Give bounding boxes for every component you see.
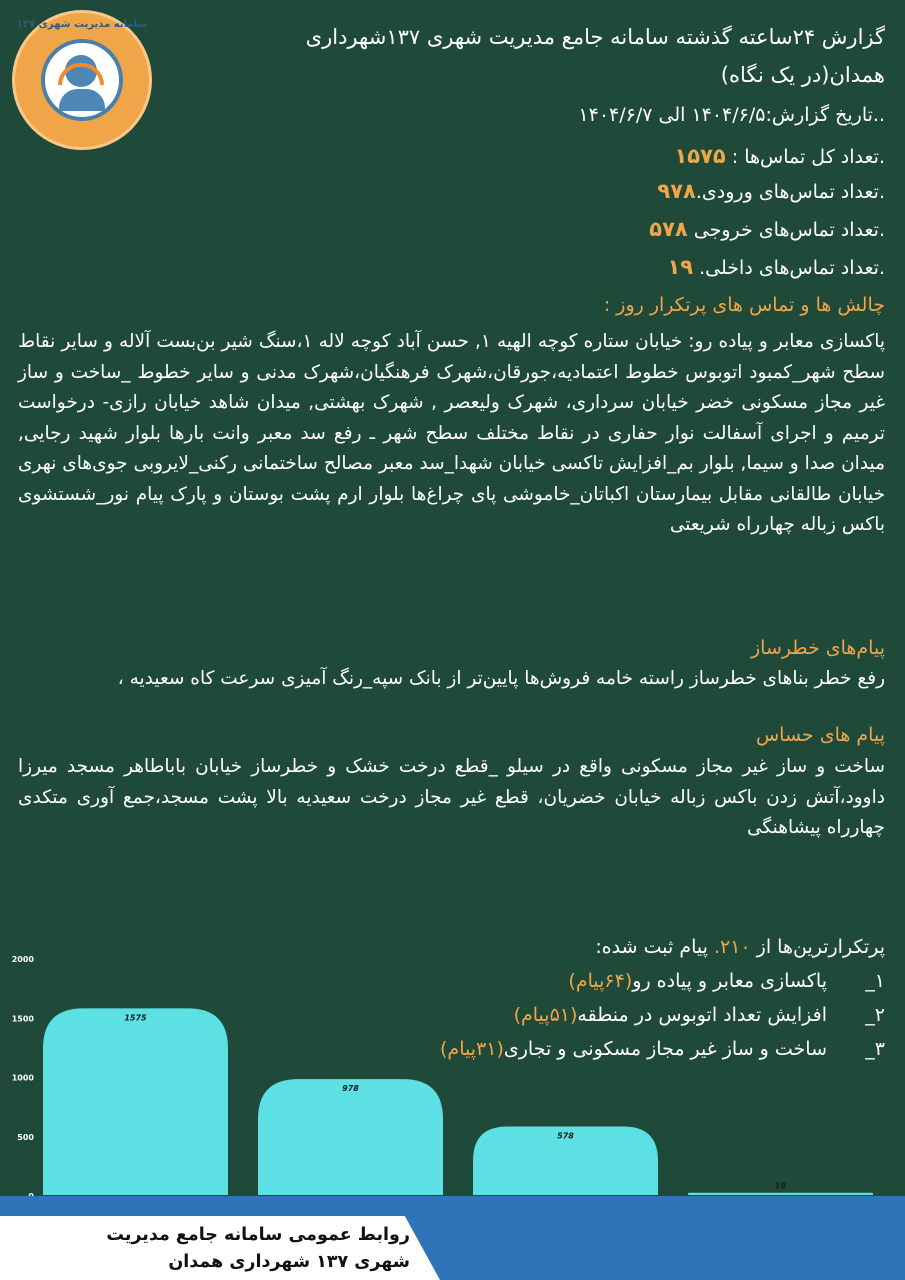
incoming-calls-label: .تعداد تماس‌های ورودی.: [695, 181, 885, 203]
y-tick-label: 1500: [11, 1014, 34, 1024]
footer-band: [0, 1196, 905, 1216]
top-item: [465, 998, 885, 1032]
challenges-body: پاکسازی معابر و پیاده رو: خیابان ستاره کوچه الهیه ۱, حسن آباد کوچه لاله ۱،سنگ شیر بن‌بست آلاله و سایر نقاط سطح شهر_کمبود اتوبوس خطوط اعتمادیه،جورقان،شهرک فرهنگیان،شهرک مدنی و سایر خطوط _ساخت و ساز غیر مجاز مسکونی خضر خیابان سرداری، شهرک ولیعصر , شهرک بهشتی, میدان شاهد خیابان رازی- درخواست ترمیم و اجرای آسفالت نوار حفاری در نقاط مختلف سطح شهر ـ رفع سد معبر وانت بارها بلوار شهید رجایی, میدان صدا و سیما, بلوار بم_افزایش تاکسی خیابان شهدا_سد معبر مصالح ساختمانی رکنی_لایروبی جوی‌های نهری خیابان طالقانی مقابل بیمارستان اکباتان_خاموشی پای چراغ‌ها بلوار ارم پشت بوستان و پارک پیام نور_شستشوی باکس زباله چهارراه شریعتی: [18, 331, 886, 535]
outgoing-calls-value: ۵۷۸: [649, 217, 688, 241]
top-list-intro: [465, 930, 885, 964]
logo-ring-text: سامانه مدیریت شهری ۱۳۷: [16, 19, 148, 30]
dangerous-title: پیام‌های خطرساز: [751, 637, 885, 659]
y-tick-label: 2000: [11, 955, 34, 964]
bar: [43, 1008, 228, 1195]
bar-value-label: 1575: [124, 1013, 147, 1023]
logo: [12, 10, 152, 150]
outgoing-calls-label: .تعداد تماس‌های خروجی: [693, 219, 885, 241]
bar: [688, 1193, 873, 1195]
incoming-calls: [657, 174, 885, 209]
top-list: [440, 930, 885, 1066]
footer-line-1: روابط عمومی سامانه جامع مدیریت: [106, 1225, 410, 1245]
top-intro-post: پیام ثبت شده:: [595, 936, 708, 958]
top-intro-pre: پرتکرارترین‌ها از: [756, 936, 885, 958]
footer-credit: [60, 1222, 410, 1276]
title-line-1: گزارش ۲۴ساعته گذشته سامانه جامع مدیریت شهری ۱۳۷شهرداری: [305, 25, 885, 49]
bar-value-label: 578: [557, 1131, 574, 1141]
outgoing-calls: [649, 212, 885, 247]
top-item-count: (۳۱پیام): [440, 1038, 504, 1060]
y-tick-label: 1000: [11, 1073, 34, 1083]
top-item: [440, 1032, 885, 1066]
top-item-index: ۲_: [865, 1004, 885, 1026]
top-item-index: ۳_: [865, 1038, 885, 1060]
footer-line-2: شهری ۱۳۷ شهرداری همدان: [168, 1252, 410, 1272]
internal-calls-value: ۱۹: [667, 255, 694, 279]
total-calls: [674, 139, 885, 174]
bar: [258, 1079, 443, 1195]
bar-value-label: 978: [342, 1084, 359, 1094]
incoming-calls-value: ۹۷۸: [657, 179, 696, 203]
total-calls-label: .تعداد کل تماس‌ها :: [731, 146, 885, 168]
internal-calls: [667, 250, 885, 285]
internal-calls-label: .تعداد تماس‌های داخلی.: [699, 257, 885, 279]
bar-value-label: 19: [774, 1181, 787, 1191]
title-line-2: همدان(در یک نگاه): [720, 63, 885, 87]
top-item-count: (۵۱پیام): [513, 1004, 578, 1026]
report-date: ..تاریخ گزارش:۱۴۰۴/۶/۵ الی ۱۴۰۴/۶/۷: [578, 104, 885, 126]
top-item-count: (۶۴پیام): [568, 970, 633, 992]
operator-icon: [41, 39, 123, 121]
top-item-label: پاکسازی معابر و پیاده رو: [632, 970, 827, 992]
page-title: [175, 18, 885, 94]
top-item-label: ساخت و ساز غیر مجاز مسکونی و تجاری: [503, 1038, 827, 1060]
top-item-index: ۱_: [865, 970, 885, 992]
challenges-title: چالش ها و تماس های پرتکرار روز :: [603, 294, 885, 316]
top-item: [465, 964, 885, 998]
top-intro-value: ۲۱۰.: [713, 936, 751, 958]
y-tick-label: 500: [17, 1132, 34, 1142]
top-item-label: افزایش تعداد اتوبوس در منطقه: [577, 1004, 827, 1026]
total-calls-value: ۱۵۷۵: [674, 144, 726, 168]
sensitive-title: پیام های حساس: [755, 724, 885, 746]
dangerous-body: رفع خطر بناهای خطرساز راسته خامه فروش‌ها پایین‌تر از بانک سپه_رنگ آمیزی سرعت کاه سعیدیه ،: [117, 668, 885, 689]
sensitive-body: ساخت و ساز غیر مجاز مسکونی واقع در سیلو _قطع درخت خشک و خطرساز خیابان باباطاهر مسجد میرزا داوود،آتش زدن باکس زباله خیابان خضریان، قطع غیر مجاز درخت سعیدیه بالا پشت مسجد،جمع آوری متکدی چهارراه پیشاهنگی: [18, 756, 885, 838]
